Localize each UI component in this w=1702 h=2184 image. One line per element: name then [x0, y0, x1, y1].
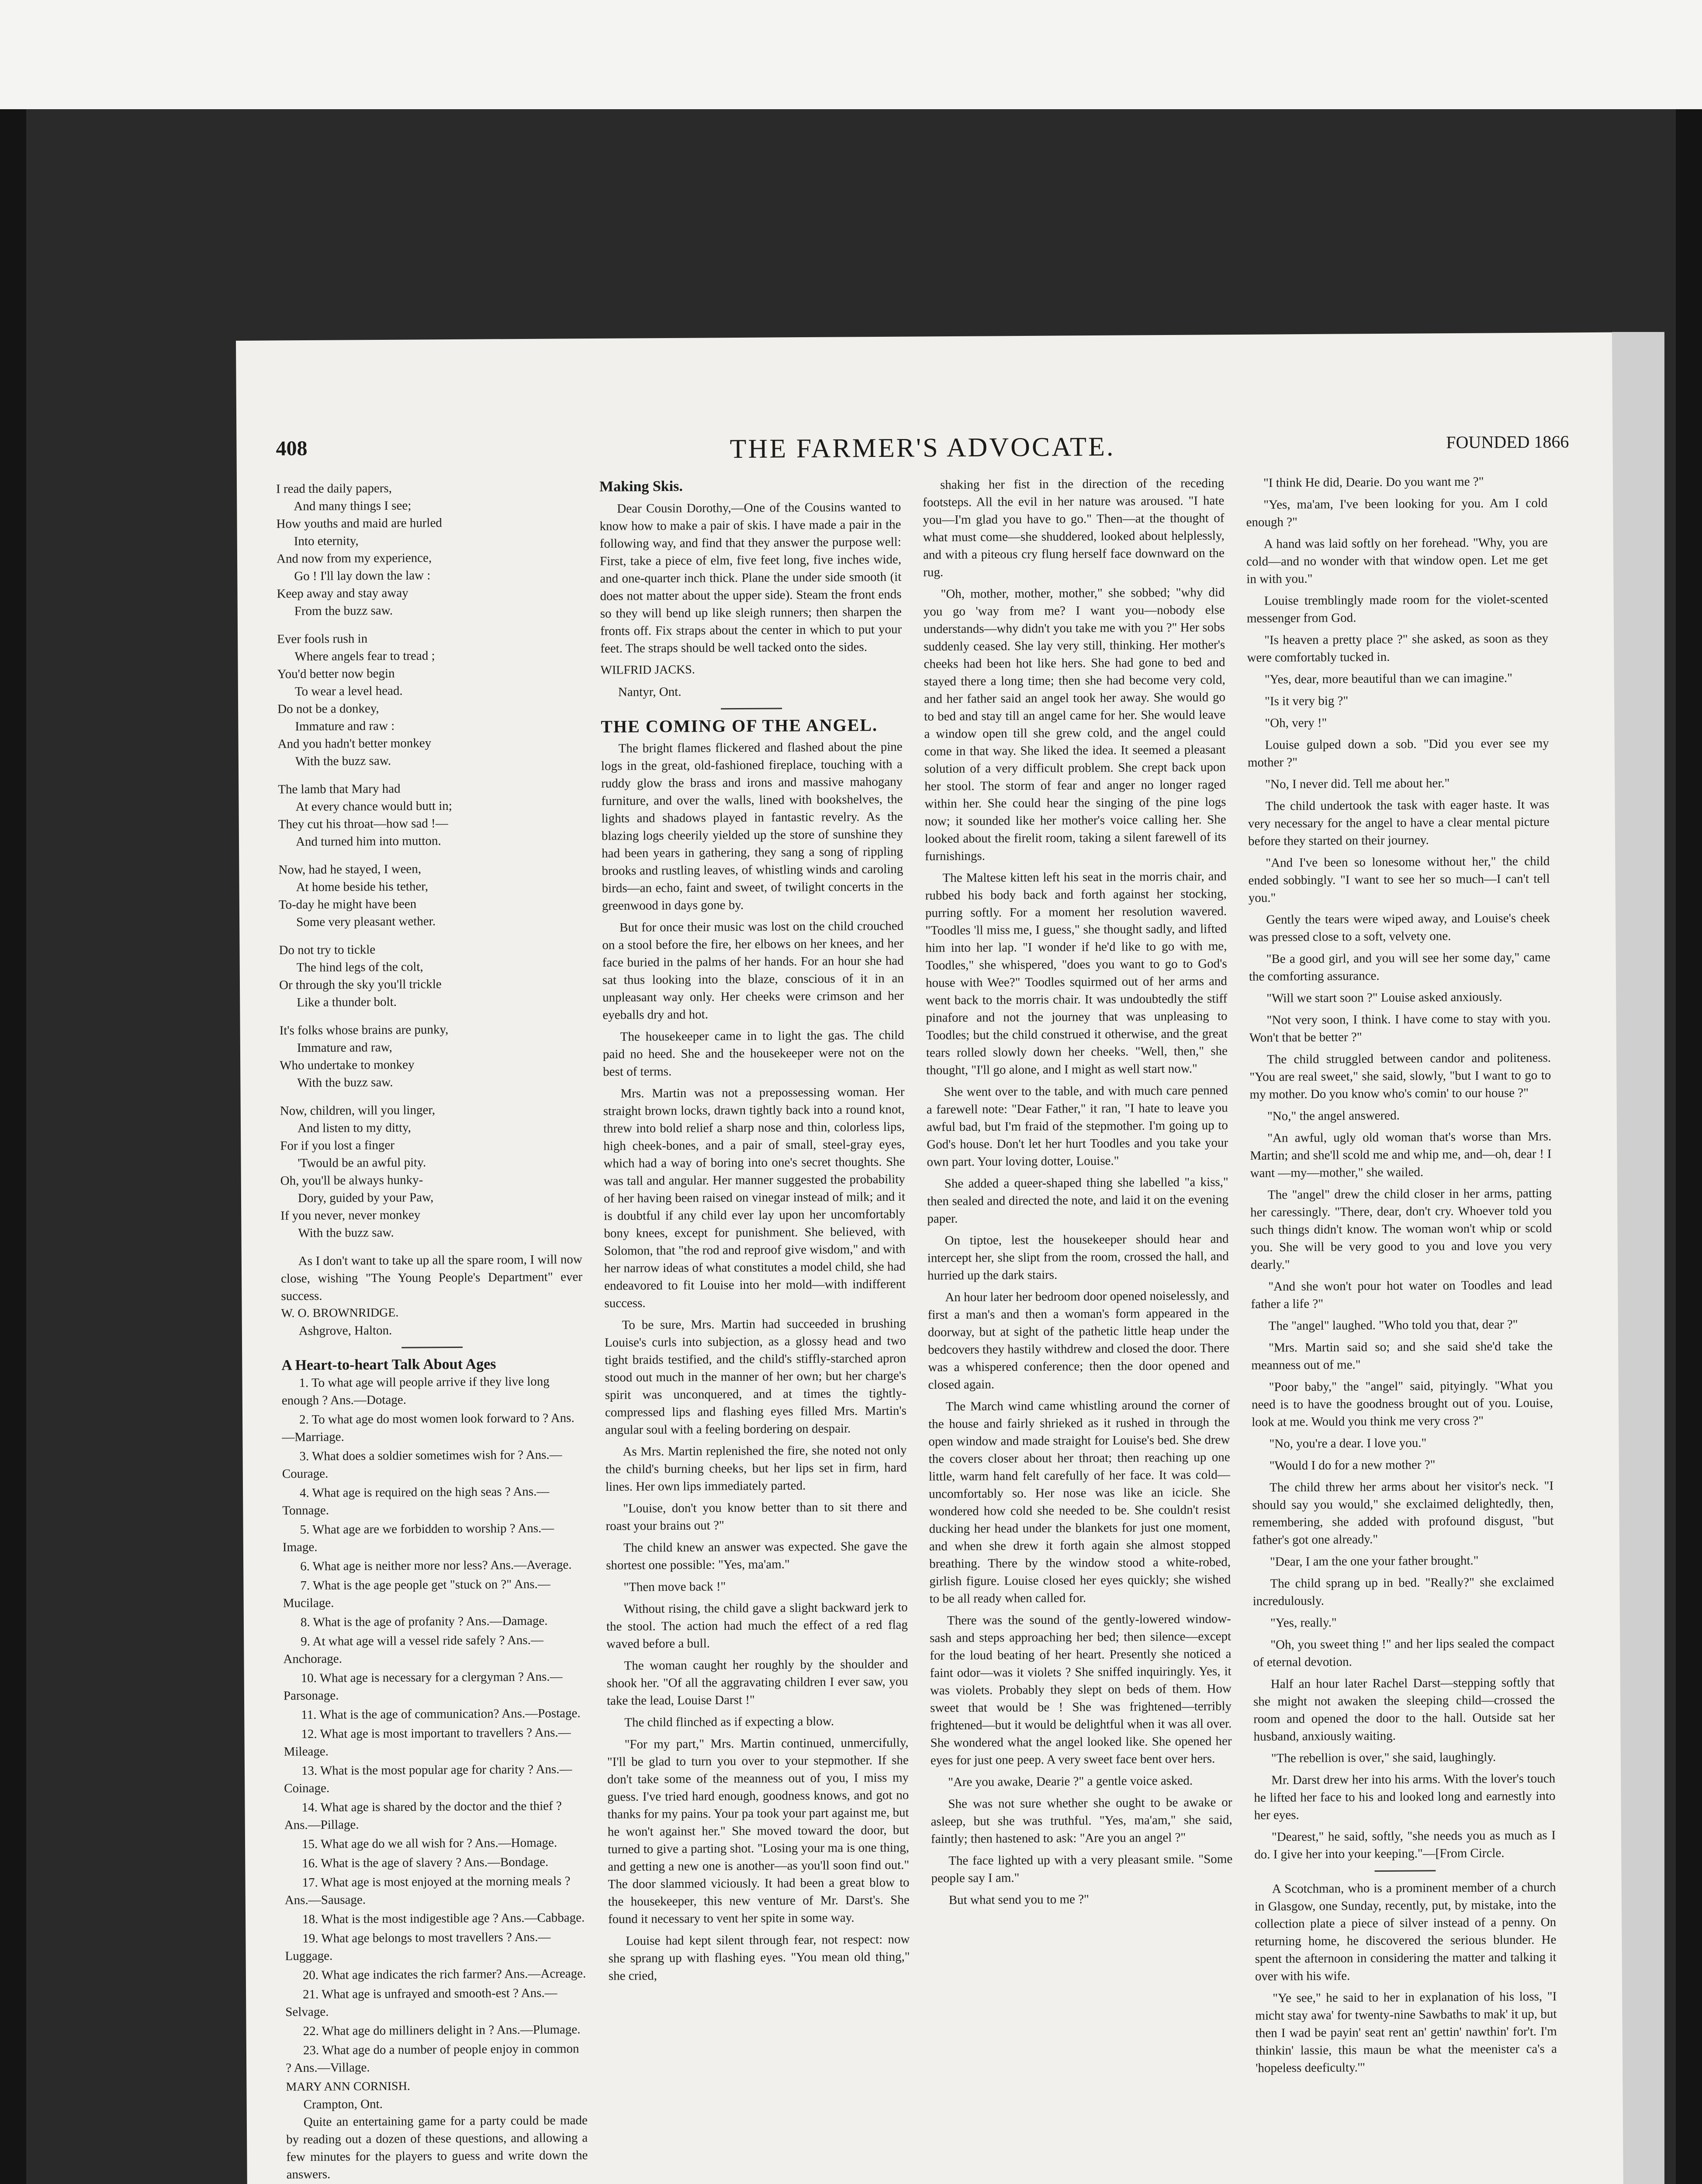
story-part-2: [923, 474, 1233, 1909]
story-paragraph: Louise tremblingly made room for the violet-scented messenger from God.: [1246, 592, 1548, 625]
divider: [721, 708, 782, 709]
story-paragraph: She added a queer-shaped thing she labelled "a kiss," then sealed and directed the note, and laid it on the evening paper.: [927, 1175, 1229, 1226]
question-item: 9. At what age will a vessel ride safely ? Ans.—Anchorage.: [283, 1633, 543, 1666]
story-paragraph: "And I've been so lonesome without her," the child ended sobbingly. "I want to see her so much—I can't tell you.": [1248, 854, 1550, 905]
story-paragraph: The bright flames flickered and flashed about the pine logs in the great, old-fashioned fireplace, touching with a ruddy glow the brass and irons and massive mahogany furniture, and over the walls, lined with bookshelves, the lights and shadows played in fantastic revelry. As the blazing logs cheerily yielded up the store of sunshine they had been years in gathering, they sang a song of rippling brooks and rustling leaves, of whistling winds and caroling birds—an echo, faint and sweet, of twilight concerts in the greenwood in days gone by.: [601, 740, 903, 913]
story-paragraph: Louise gulped down a sob. "Did you ever see my mother ?": [1247, 736, 1549, 770]
divider: [401, 1347, 463, 1348]
story-part-1: [601, 738, 910, 1985]
skis-place: Nantyr, Ont.: [618, 684, 681, 699]
poem-stanza: [280, 1100, 582, 1242]
story-paragraph: "Yes, dear, more beautiful than we can imagine.": [1264, 671, 1513, 687]
poem-line: Do not be a donkey,: [277, 702, 379, 716]
question-item: 20. What age indicates the rich farmer? Ans.—Acreage.: [302, 1966, 586, 1983]
story-paragraph: "For my part," Mrs. Martin continued, unmercifully, "I'll be glad to turn you over to your stepmother. If she don't take some of the meanness out of you, I miss my guess. I've tried hard enough, goodness knows, and got no thanks for my pains. Your pa took your part against me, but he won't against her." She moved toward the door, but turned to give a parting shot. "Losing your ma is one thing, and getting a new one is another—as you'll soon find out." The door slammed viciously. It had been a great blow to the housekeeper, this new venture of Mr. Darst's. She found it necessary to vent her spite in some way.: [607, 1735, 910, 1926]
closing-text: Quite an entertaining game for a party could be made by reading out a dozen of these questions, and allowing a few minutes for the players to guess and write down the answers.: [286, 2113, 588, 2182]
question-item: 5. What age are we forbidden to worship ? Ans.—Image.: [282, 1521, 554, 1555]
story-paragraph: "I think He did, Dearie. Do you want me ?": [1263, 474, 1484, 490]
story-part-3: [1246, 473, 1556, 1863]
poem-line: And turned him into mutton.: [295, 834, 441, 849]
question-item: 23. What age do a number of people enjoy in common ? Ans.—Village.: [286, 2042, 579, 2075]
story-paragraph: "Oh, very !": [1265, 715, 1327, 730]
story-paragraph: "Is it very big ?": [1264, 694, 1349, 708]
story-paragraph: "No," the angel answered.: [1267, 1108, 1400, 1123]
poem-line: It's folks whose brains are punky,: [279, 1023, 449, 1038]
column-2: [599, 477, 910, 1989]
story-paragraph: The child undertook the task with eager haste. It was very necessary for the angel to have a clear mental picture before they started on their journey.: [1248, 797, 1550, 848]
poem-line: Now, had he stayed, I ween,: [278, 862, 422, 877]
poem-line: Into eternity,: [294, 534, 359, 549]
question-item: 19. What age belongs to most travellers ? Ans.—Luggage.: [285, 1930, 551, 1963]
question-item: 8. What is the age of profanity ? Ans.—Damage.: [300, 1614, 548, 1630]
story-paragraph: "Oh, you sweet thing !" and her lips sealed the compact of eternal devotion.: [1253, 1636, 1555, 1669]
poem-line: You'd better now begin: [277, 666, 395, 681]
buzz-saw-poem: [276, 478, 582, 1242]
story-paragraph: "Poor baby," the "angel" said, pityingly. "What you need is to have the goodness brought out of you. Louise, look at me. Would you think me very cross ?": [1251, 1378, 1553, 1429]
newspaper-page: [236, 332, 1625, 2184]
poem-line: Do not try to tickle: [279, 943, 376, 957]
poem-line: To wear a level head.: [294, 684, 403, 699]
story-paragraph: "No, I never did. Tell me about her.": [1265, 776, 1450, 791]
poem-stanza: [277, 629, 579, 770]
story-paragraph: To be sure, Mrs. Martin had succeeded in brushing Louise's curls into subjection, as a glossy head and two tight braids testified, and the child's stiffly-starched apron stood out much in the manner of her own; but her charge's spirit was unconquered, and at times the tightly-compressed lips and flashing eyes filled Mrs. Martin's angular soul with a feeling bordering on despair.: [604, 1316, 907, 1437]
story-paragraph: The child knew an answer was expected. She gave the shortest one possible: "Yes, ma'am.": [606, 1539, 907, 1572]
poem-line: And listen to my ditty,: [297, 1120, 412, 1136]
divider: [1374, 1870, 1436, 1872]
question-item: 2. To what age do most women look forward to ? Ans.—Marriage.: [282, 1411, 574, 1444]
story-paragraph: There was the sound of the gently-lowered window-sash and steps approaching her bed; then silence—except for the loud beating of her heart. Presently she noticed a faint odor—was it violets ? She sniffed inquiringly. Yes, it was violets. Probably they slept on beds of them. How sweet that would be ! She was frightened—terribly frightened—but it would be delightful when it was all over. She wondered what the angel looked like. She opened her eyes for just one peep. A very sweet face bent over hers.: [930, 1612, 1232, 1768]
anecdote-text: A Scotchman, who is a prominent member of a church in Glasgow, one Sunday, recently, put, by mistake, into the collection plate a piece of silver instead of a penny. On returning home, he discovered the serious blunder. He spent the afternoon in considering the matter and talking it over with his wife.: [1254, 1880, 1557, 1984]
poem-line: Who undertake to monkey: [280, 1057, 415, 1073]
poem-line: How youths and maid are hurled: [276, 516, 442, 531]
page-header: [276, 429, 1569, 471]
poem-line: Keep away and stay away: [277, 586, 408, 601]
questions-list: [281, 1372, 587, 2077]
poem-stanza: [278, 859, 580, 931]
film-margin-top: [0, 0, 1702, 109]
poem-line: For if you lost a finger: [280, 1138, 395, 1153]
question-item: 11. What is the age of communication? Ans.—Postage.: [301, 1706, 581, 1722]
story-paragraph: "Not very soon, I think. I have come to stay with you. Won't that be better ?": [1249, 1011, 1551, 1045]
story-paragraph: "Yes, really.": [1270, 1615, 1337, 1630]
letter-signature: W. O. BROWNRIDGE.: [281, 1306, 399, 1320]
story-paragraph: The woman caught her roughly by the shoulder and shook her. "Of all the aggravating children I ever saw, you take the lead, Louise Darst !": [606, 1657, 908, 1708]
question-item: 3. What does a soldier sometimes wish for ? Ans.—Courage.: [282, 1448, 562, 1481]
poem-line: Oh, you'll be always hunky-: [280, 1173, 423, 1188]
question-item: 12. What age is most important to travellers ? Ans.—Mileage.: [284, 1725, 571, 1759]
poem-line: To-day he might have been: [278, 897, 417, 912]
poem-line: Ever fools rush in: [277, 632, 368, 646]
question-item: 13. What is the most popular age for charity ? Ans.—Coinage.: [284, 1762, 572, 1796]
masthead-title: THE FARMER'S ADVOCATE.: [730, 432, 1115, 464]
story-paragraph: shaking her fist in the direction of the receding footsteps. All the evil in her nature was aroused. "I hate you—I'm glad you have to go." Then—at the thought of what must come—she shuddered, looked about helplessly, and with a piteous cry flung herself face downward on the rug.: [923, 476, 1225, 580]
letter-place: Ashgrove, Halton.: [298, 1323, 392, 1338]
poem-line: At every chance would butt in;: [295, 798, 452, 814]
letter-text: As I don't want to take up all the spare room, I will now close, wishing "The Young People's Department" ever success.: [281, 1252, 583, 1303]
question-item: 14. What age is shared by the doctor and the thief ? Ans.—Pillage.: [284, 1799, 562, 1832]
story-paragraph: Mr. Darst drew her into his arms. With the lover's touch he lifted her face to his and looked long and earnestly into her eyes.: [1254, 1771, 1556, 1822]
story-paragraph: Gently the tears were wiped away, and Louise's cheek was pressed close to a soft, velvety one.: [1249, 911, 1550, 944]
poem-line: Immature and raw :: [295, 719, 395, 734]
poem-line: If you never, never monkey: [280, 1208, 421, 1223]
poem-line: The hind legs of the colt,: [296, 960, 423, 975]
story-paragraph: "Dearest," he said, softly, "she needs you as much as I do. I give her into your keeping."—[From Circle.: [1254, 1828, 1556, 1862]
talk-place: Crampton, Ont.: [303, 2097, 383, 2112]
poem-line: At home beside his tether,: [296, 879, 429, 895]
poem-line: I read the daily papers,: [276, 481, 392, 496]
story-paragraph: A hand was laid softly on her forehead. "Why, you are cold—and no wonder with that window open. Let me get in with you.": [1246, 535, 1548, 586]
story-paragraph: Half an hour later Rachel Darst—stepping softly that she might not awaken the sleeping child—crossed the room and opened the door to the hall. Outside sat her husband, anxiously waiting.: [1253, 1675, 1555, 1744]
question-item: 16. What is the age of slavery ? Ans.—Bondage.: [302, 1855, 549, 1871]
story-paragraph: The Maltese kitten left his seat in the morris chair, and rubbed his body back and forth against her stocking, purring softly. For a moment her resolution wavered. "Toodles 'll miss me, I guess," she thought sadly, and lifted him into her lap. "I wonder if he'd like to go with me, Toodles," she whispered, "does you want to go to God's house with Wee?" Toodles squirmed out of her arms and went back to the morris chair. It was undoubtedly the stiff pinafore and not the journey that was unpleasing to Toodles; but the child construed it otherwise, and the great tears rolled slowly down her cheeks. "Well, then," she thought, "I'll go alone, and I might as well start now.": [925, 869, 1228, 1078]
poem-line: They cut his throat—how sad !—: [278, 816, 448, 832]
story-paragraph: "Louise, don't you know better than to sit there and roast your brains out ?": [605, 1500, 907, 1533]
story-title: THE COMING OF THE ANGEL.: [601, 715, 878, 736]
question-item: 7. What is the age people get "stuck on ?" Ans.—Mucilage.: [283, 1577, 550, 1610]
poem-line: With the buzz saw.: [297, 1075, 393, 1090]
story-paragraph: "Oh, mother, mother, mother," she sobbed; "why did you go 'way from me? I want you—nobody else understands—why didn't you take me with you ?" Her sobs suddenly ceased. She lay very still, thinking. Her mother's cheeks had been hot like hers. She had gone to bed and stayed there a long time; then she had become very cold, and her father said an angel took her away. She would go to bed and stay till an angel came for her. She would leave a window open till she grew cold, and the angel could come in that way. She liked the idea. It seemed a pleasant solution of a very difficult problem. She crept back upon her stool. The storm of fear and anger no longer raged within her. She could hear the singing of the pine logs now; it sounded like her mother's voice calling her. She looked about the firelit room, taking a silent farewell of its furnishings.: [923, 585, 1227, 864]
story-paragraph: The child sprang up in bed. "Really?" she exclaimed incredulously.: [1252, 1575, 1554, 1608]
poem-line: Or through the sky you'll trickle: [279, 977, 442, 992]
question-item: 22. What age do milliners delight in ? Ans.—Plumage.: [303, 2022, 581, 2039]
poem-line: Now, children, will you linger,: [280, 1103, 436, 1118]
story-paragraph: Without rising, the child gave a slight backward jerk to the stool. The action had much the effect of a red flag waved before a bull.: [606, 1600, 908, 1651]
question-item: 1. To what age will people arrive if they live long enough ? Ans.—Dotage.: [281, 1374, 550, 1408]
question-item: 4. What age is required on the high seas ? Ans.—Tonnage.: [282, 1484, 550, 1518]
story-paragraph: As Mrs. Martin replenished the fire, she noted not only the child's burning cheeks, but her lips set in firm, hard lines. Her own lips immediately parted.: [605, 1443, 907, 1494]
question-item: 18. What is the most indigestible age ? Ans.—Cabbage.: [302, 1911, 585, 1927]
story-paragraph: But for once their music was lost on the child crouched on a stool before the fire, her elbows on her knees, and her face buried in the palms of her hands. For an hour she had sat thus looking into the blaze, conscious of it in an unpleasant way only. Her cheeks were crimson and her eyeballs dry and hot.: [602, 919, 904, 1022]
story-paragraph: "Dear, I am the one your father brought.": [1270, 1553, 1479, 1569]
poem-stanza: [276, 478, 578, 620]
poem-stanza: [278, 779, 580, 850]
story-paragraph: "Will we start soon ?" Louise asked anxiously.: [1266, 990, 1502, 1006]
poem-line: And you hadn't better monkey: [277, 736, 432, 751]
skis-title: Making Skis.: [599, 478, 683, 495]
story-paragraph: "Then move back !": [623, 1579, 726, 1594]
story-paragraph: "Would I do for a new mother ?": [1269, 1458, 1436, 1473]
story-paragraph: The child flinched as if expecting a blow.: [624, 1714, 834, 1730]
story-paragraph: "And she won't pour hot water on Toodles and lead father a life ?": [1251, 1278, 1553, 1311]
story-paragraph: Louise had kept silent through fear, not respect: now she sprang up with flashing eyes. "You mean old thing," she cried,: [608, 1932, 910, 1983]
column-4: [1246, 473, 1557, 2081]
story-paragraph: An hour later her bedroom door opened noiselessly, and first a man's and then a woman's form appeared in the doorway, but at sight of the pathetic little heap under the bedcovers they hastily withdrew and closed the door. There was a whispered conference; then the door opened and closed again.: [927, 1289, 1230, 1392]
page-number: 408: [276, 437, 308, 460]
story-paragraph: But what send you to me ?": [948, 1892, 1090, 1908]
story-paragraph: "An awful, ugly old woman that's worse than Mrs. Martin; and she'll scold me and whip me, and—oh, dear ! I want —my—mother," she wailed.: [1250, 1129, 1552, 1180]
poem-line: Dory, guided by your Paw,: [298, 1190, 434, 1206]
story-paragraph: She went over to the table, and with much care penned a farewell note: "Dear Father," it ran, "I hate to leave you awful bad, but I'm fraid of the stepmother. I'm going up to God's house. Don't let her hurt Toodles and you take your own part. Your loving dotter, Louise.": [926, 1083, 1228, 1169]
anecdote-text-2: "Ye see," he said to her in explanation of his loss, "I micht stay awa' for twenty-nine Sawbaths to mak' it up, but then I wad be payin' seat rent an' gettin' nawthin' for't. I'm thinkin' lassie, this maun be what the meenister ca's a 'hopeless deeficulty.'": [1255, 1989, 1557, 2075]
skis-text: Dear Cousin Dorothy,—One of the Cousins wanted to know how to make a pair of skis. I have made a pair in the following way, and find that they answer the purpose well: First, take a piece of elm, five feet long, five inches wide, and one-quarter inch thick. Plane the under side smooth (it does not matter about the upper side). Steam the front ends so they will bend up like sleigh runners; then sharpen the fronts off. Fix straps about the center in which to put your feet. The straps should be well tacked onto the sides.: [599, 500, 902, 656]
story-paragraph: The "angel" drew the child closer in her arms, patting her caressingly. "There, dear, don't cry. Whoever told you such things didn't know. The woman won't whip or scold you. She will be very good to you and love you very dearly.": [1250, 1186, 1552, 1272]
story-paragraph: "Are you awake, Dearie ?" a gentle voice asked.: [948, 1773, 1193, 1790]
founded-label: FOUNDED 1866: [1446, 432, 1569, 453]
poem-line: Go ! I'll lay down the law :: [294, 568, 431, 584]
poem-line: Where angels fear to tread ;: [294, 649, 435, 664]
story-paragraph: On tiptoe, lest the housekeeper should hear and intercept her, she slipt from the room, crossed the hall, and hurried up the dark stairs.: [927, 1232, 1229, 1283]
story-paragraph: The face lighted up with a very pleasant smile. "Some people say I am.": [931, 1852, 1233, 1886]
talk-title: A Heart-to-heart Talk About Ages: [281, 1356, 496, 1374]
poem-line: From the buzz saw.: [294, 603, 393, 619]
story-paragraph: "Mrs. Martin said so; and she said she'd take the meanness out of me.": [1251, 1339, 1553, 1372]
poem-line: Immature and raw,: [297, 1040, 392, 1055]
column-3: [923, 474, 1233, 1913]
question-item: 10. What age is necessary for a clergyman ? Ans.—Parsonage.: [283, 1669, 563, 1703]
poem-line: And many things I see;: [294, 498, 412, 514]
poem-line: Like a thunder bolt.: [297, 995, 397, 1010]
question-item: 21. What age is unfrayed and smooth-est ? Ans.—Selvage.: [285, 1986, 557, 2019]
skis-signature: WILFRID JACKS.: [600, 663, 695, 677]
poem-line: With the buzz saw.: [295, 753, 391, 769]
story-paragraph: "Is heaven a pretty place ?" she asked, as soon as they were comfortably tucked in.: [1247, 631, 1549, 665]
poem-stanza: [280, 1020, 581, 1092]
question-item: 15. What age do we all wish for ? Ans.—Homage.: [301, 1835, 557, 1852]
story-paragraph: The child threw her arms about her visitor's neck. "I should say you would," she exclaimed delightedly, then, remembering, she added with profound disgust, "but father's got one already.": [1252, 1479, 1554, 1547]
poem-line: Some very pleasant wether.: [296, 914, 436, 930]
question-item: 6. What age is neither more nor less? Ans.—Average.: [300, 1558, 572, 1574]
poem-line: And now from my experience,: [276, 551, 432, 566]
story-paragraph: She was not sure whether she ought to be awake or asleep, but she was truthful. "Yes, ma'am," she said, faintly; then hastened to ask: "Are you an angel ?": [931, 1795, 1232, 1846]
story-paragraph: "The rebellion is over," she said, laughingly.: [1271, 1750, 1496, 1766]
story-paragraph: "Be a good girl, and you will see her some day," came the comforting assurance.: [1249, 950, 1550, 984]
story-paragraph: The child struggled between candor and politeness. "You are real sweet," she said, slowly, "but I want to go to my mother. Do you know who's comin' to our house ?": [1249, 1051, 1551, 1102]
poem-line: With the buzz saw.: [298, 1225, 394, 1241]
story-paragraph: The "angel" laughed. "Who told you that, dear ?": [1268, 1317, 1518, 1333]
poem-line: 'Twould be an awful pity.: [298, 1155, 426, 1171]
story-paragraph: "Yes, ma'am, I've been looking for you. Am I cold enough ?": [1246, 496, 1548, 529]
question-item: 17. What age is most enjoyed at the morning meals ? Ans.—Sausage.: [284, 1874, 571, 1908]
column-1: [276, 478, 588, 2184]
story-paragraph: The March wind came whistling around the corner of the house and fairly shrieked as it rushed in through the open window and made straight for Louise's bed. She drew the covers closer about her throat; then reaching up one little, warm hand felt carefully of her face. It was cold—uncomfortably so. Her nose was like an icicle. She wondered how cold she needed to be. She couldn't resist ducking her head under the blankets for just one moment, and when she drew it forth again she almost stopped breathing. There by the window stood a white-robed, girlish figure. Louise closed her eyes quickly; she wished to be all ready when called for.: [928, 1398, 1231, 1606]
poem-line: The lamb that Mary had: [278, 781, 401, 797]
poem-stanza: [279, 940, 581, 1011]
talk-signature: MARY ANN CORNISH.: [286, 2079, 410, 2094]
story-paragraph: "No, you're a dear. I love you.": [1269, 1436, 1427, 1451]
story-paragraph: The housekeeper came in to light the gas. The child paid no heed. She and the housekeeper were not on the best of terms.: [602, 1028, 905, 1079]
story-paragraph: Mrs. Martin was not a prepossessing woman. Her straight brown locks, drawn tightly back into a round knot, threw into bold relief a sharp nose and thin, colorless lips, high cheek-bones, and a pair of small, steel-gray eyes, which had a way of boring into one's secret thoughts. She was tall and angular. Her manner suggested the probability of her having been raised on vinegar instead of milk; and it is doubtful if any child ever lay upon her uncomfortably bony knees, except for punishment. She believed, with Solomon, that "the rod and reproof give wisdom," and with her narrow ideas of what constitutes a model child, she had endeavored to fit Louise into her mold—with indifferent success.: [603, 1085, 906, 1310]
